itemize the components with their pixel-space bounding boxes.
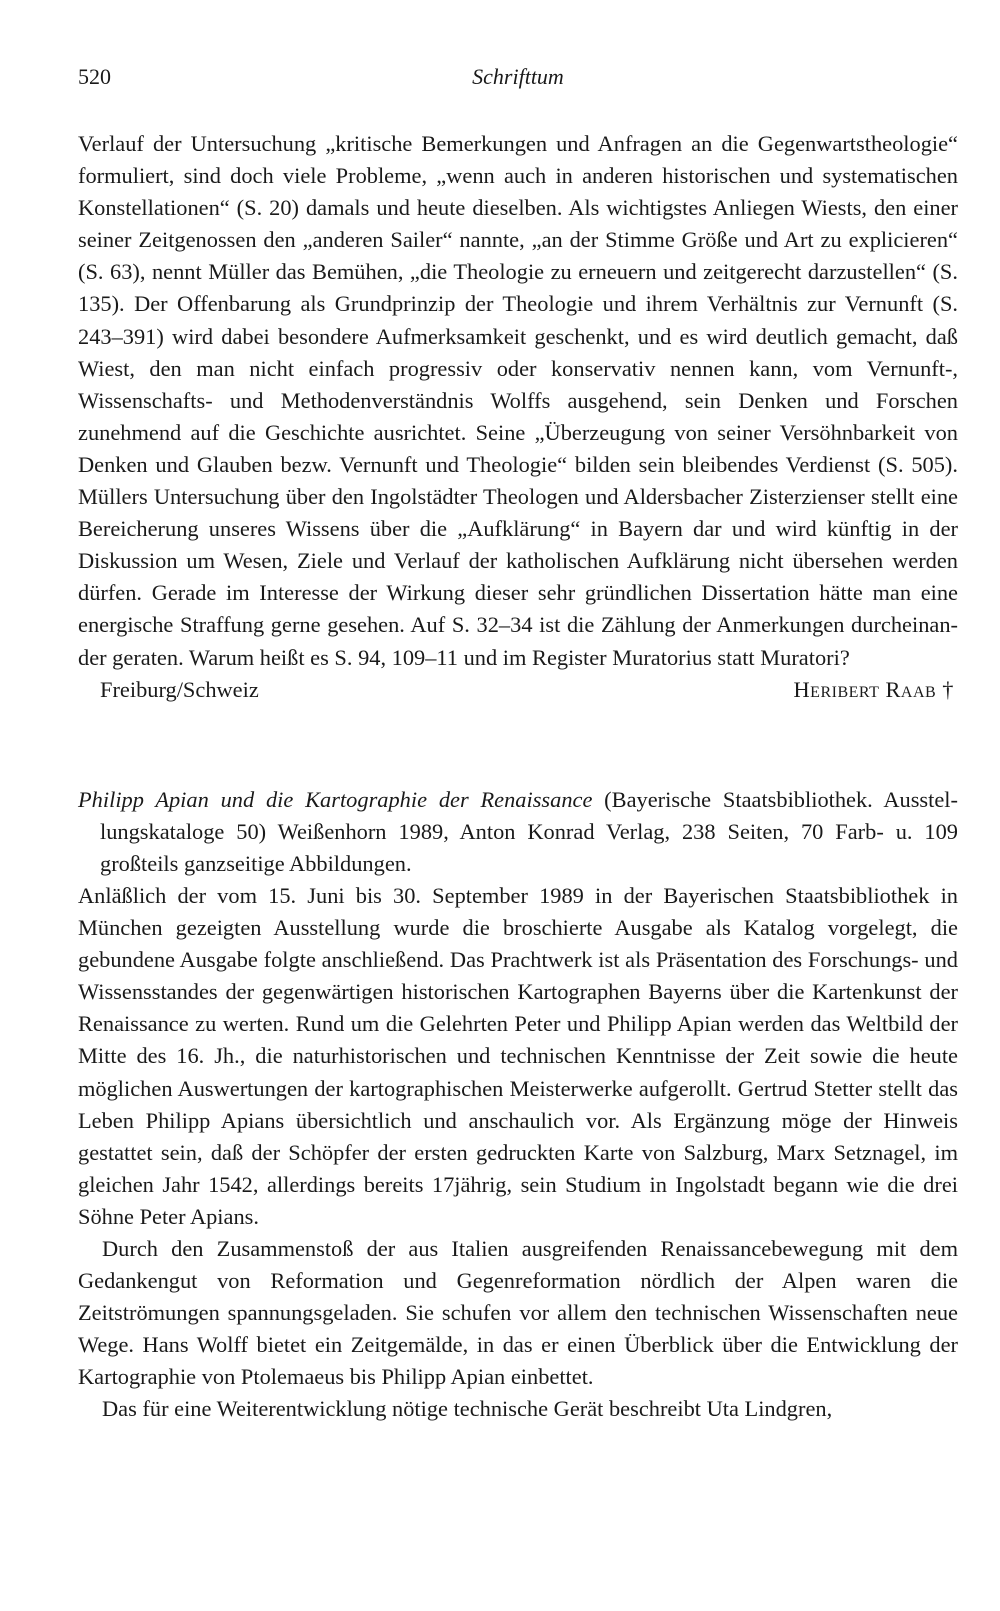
review-signature (78, 674, 958, 706)
review-heading (78, 784, 958, 880)
book-title: Philipp Apian und die Kartographie der Renaissance (78, 786, 593, 812)
continued-paragraph: Verlauf der Untersuchung „kritische Bemerkungen und Anfragen an die Gegenwartstheologie“ formuliert, sind doch viele Probleme, „wenn auch in anderen historischen und systematischen Konstellationen“ (S. 20) damals und heute dieselben. Als wichtigstes Anliegen Wiests, den einer seiner Zeitgenossen den „anderen Sailer“ nannte, „an der Stimme Größe und Art zu explicieren“ (S. 63), nennt Müller das Bemühen, „die Theologie zu erneuern und zeitgerecht darzustellen“ (S. 135). Der Offenbarung als Grundprinzip der Theologie und ihrem Verhältnis zur Vernunft (S. 243–391) wird dabei besondere Aufmerksamkeit geschenkt, und es wird deutlich gemacht, daß Wiest, den man nicht einfach progressiv oder konservativ nennen kann, vom Vernunft-, Wissenschafts- und Methodenverständnis Wolffs ausgehend, sein Denken und Forschen zunehmend auf die Geschichte ausrichtet. Seine „Überzeugung von seiner Versöhnbarkeit von Denken und Glauben bezw. Vernunft und Theologie“ bilden sein bleibendes Verdienst (S. 505). Müllers Untersuchung über den Ingolstädter Theologen und Aldersbacher Zisterzienser stellt eine Bereicherung unseres Wissens über die „Aufklärung“ in Bayern dar und wird künftig in der Diskussion um Wesen, Ziele und Verlauf der katholischen Aufklärung nicht übersehen werden dürfen. Gerade im Interesse der Wirkung dieser sehr gründlichen Dissertation hätte man eine energische Straffung gerne gesehen. Auf S. 32–34 ist die Zählung der Anmerkungen durcheinander geraten. Warum heißt es S. 94, 109–11 und im Register Muratorius statt Muratori? (78, 131, 958, 670)
signature-author: Heribert Raab † (793, 676, 954, 702)
review-paragraph-1: Anläßlich der vom 15. Juni bis 30. September 1989 in der Bayerischen Staatsbibliothek in München gezeigten Ausstellung wurde die broschierte Ausgabe als Katalog vorgelegt, die gebundene Ausgabe folgte anschließend. Das Prachtwerk ist als Präsentation des Forschungs- und Wissensstandes der gegenwärtigen historischen Kartographen Bayerns über die Kartenkunst der Renaissance zu werten. Rund um die Gelehrten Peter und Philipp Apian werden das Weltbild der Mitte des 16. Jh., die naturhistorischen und technischen Kenntnisse der Zeit sowie die heute möglichen Auswertungen der kartographischen Meisterwerke aufgerollt. Gertrud Stetter stellt das Leben Philipp Apians übersichtlich und anschaulich vor. Als Ergänzung möge der Hinweis gestattet sein, daß der Schöpfer der ersten gedruckten Karte von Salzburg, Marx Setznagel, im gleichen Jahr 1542, allerdings bereits 17jährig, sein Studium in Ingolstadt begann wie die drei Söhne Peter Apians. (78, 882, 958, 1229)
document-page (78, 60, 958, 1426)
review-paragraph-3: Das für eine Weiterentwicklung nötige technische Gerät beschreibt Uta Lindgren, (102, 1396, 833, 1422)
page-header (78, 60, 958, 100)
review-paragraph-2: Durch den Zusammenstoß der aus Italien ausgreifenden Renaissancebewegung mit dem Gedankengut von Reformation und Gegenreformation nördlich der Alpen waren die Zeitströmungen spannungsgeladen. Sie schufen vor allem den technischen Wissenschaften neue Wege. Hans Wolff bietet ein Zeitgemälde, in das er einen Überblick über die Entwicklung der Kartographie von Ptolemaeus bis Philipp Apian einbettet. (78, 1236, 958, 1390)
signature-place: Freiburg/Schweiz (100, 676, 259, 702)
book-details: (Bayerische Staatsbibliothek. Ausstellungskataloge 50) Weißenhorn 1989, Anton Konrad Verlag, 238 Seiten, 70 Farb- u. 109 großteils ganzseitige Abbildungen. (100, 786, 958, 876)
page-number: 520 (78, 64, 111, 89)
running-title: Schrifttum (472, 64, 564, 89)
